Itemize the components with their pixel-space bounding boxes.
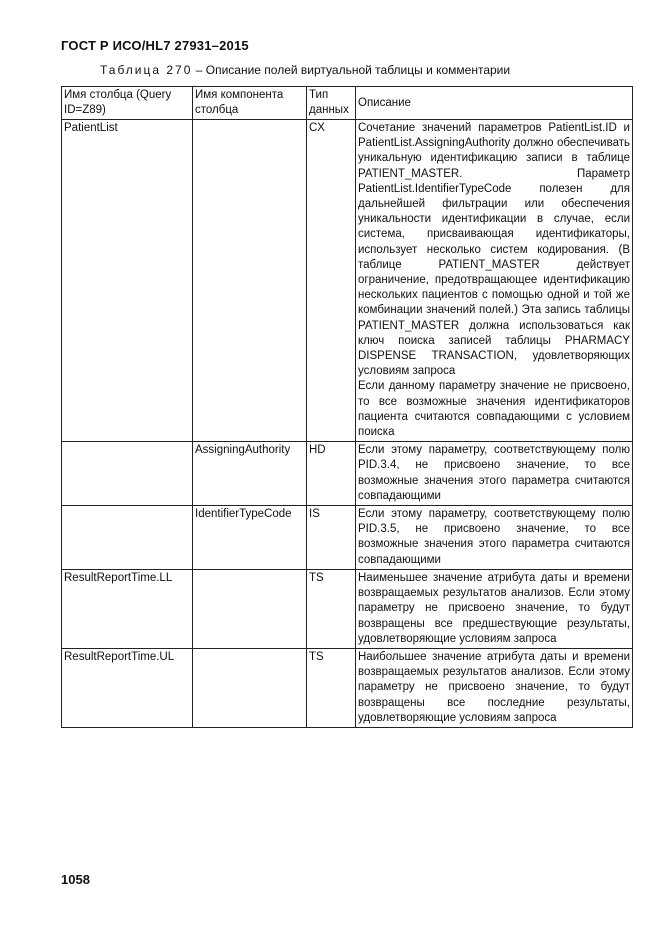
cell-column-name — [62, 506, 193, 570]
cell-component-name: AssigningAuthority — [193, 442, 307, 506]
header-column-name: Имя столбца (Query ID=Z89) — [62, 87, 193, 120]
header-description: Описание — [356, 87, 633, 120]
cell-data-type: IS — [307, 506, 356, 570]
table-row — [62, 569, 633, 648]
table-title: Описание полей виртуальной таблицы и комментарии — [205, 63, 511, 77]
cell-description — [356, 120, 633, 442]
table-row — [62, 442, 633, 506]
table-label: Таблица 270 — [100, 63, 193, 77]
description-paragraph: Сочетание значений параметров PatientList.ID и PatientList.AssigningAuthority должно обеспечивать уникальную идентификацию записи в таблице PATIENT_MASTER. Параметр PatientList.IdentifierTypeCode полезен для дальнейшей фильтрации или обеспечения уникальности идентификации в случае, если система, присваивающая идентификаторы, использует несколько систем кодирования. (В таблице PATIENT_MASTER действует ограничение, предотвращающее идентификацию нескольких пациентов с помощью одной и той же комбинации значений полей.) Эта запись таблицы PATIENT_MASTER должна использоваться как ключ поиска записей таблицы PHARMACY DISPENSE TRANSACTION, удовлетворяющих условиям запроса — [358, 122, 630, 378]
page-number: 1058 — [61, 872, 90, 887]
table-row — [62, 120, 633, 442]
cell-data-type: CX — [307, 120, 356, 442]
table-row — [62, 648, 633, 727]
cell-description: Если этому параметру, соответствующему полю PID.3.4, не присвоено значение, то все возможные значения этого параметра считаются совпадающими — [356, 442, 633, 506]
cell-column-name: ResultReportTime.LL — [62, 569, 193, 648]
cell-description: Если этому параметру, соответствующему полю PID.3.5, не присвоено значение, то все возможные значения этого параметра считаются совпадающими — [356, 506, 633, 570]
fields-table — [61, 86, 633, 728]
table-row — [62, 506, 633, 570]
cell-column-name: PatientList — [62, 120, 193, 442]
cell-component-name — [193, 648, 307, 727]
cell-component-name: IdentifierTypeCode — [193, 506, 307, 570]
cell-data-type: TS — [307, 569, 356, 648]
cell-data-type: TS — [307, 648, 356, 727]
standard-designation: ГОСТ Р ИСО/HL7 27931–2015 — [61, 38, 249, 53]
description-paragraph: Если данному параметру значение не присвоено, то все возможные значения идентификаторов пациента считаются совпадающими с условием поиска — [358, 380, 630, 439]
cell-description: Наименьшее значение атрибута даты и времени возвращаемых результатов анализов. Если этому параметру не присвоено значение, то будут возвращены все предшествующие результаты, удовлетворяющие условиям запроса — [356, 569, 633, 648]
table-caption — [100, 63, 510, 77]
cell-description: Наибольшее значение атрибута даты и времени возвращаемых результатов анализов. Если этому параметру не присвоено значение, то будут возвращены все последние результаты, удовлетворяющие условиям запроса — [356, 648, 633, 727]
table-header-row — [62, 87, 633, 120]
header-data-type: Тип данных — [307, 87, 356, 120]
table-caption-dash: – — [192, 63, 206, 77]
cell-component-name — [193, 120, 307, 442]
cell-component-name — [193, 569, 307, 648]
cell-data-type: HD — [307, 442, 356, 506]
cell-column-name — [62, 442, 193, 506]
cell-column-name: ResultReportTime.UL — [62, 648, 193, 727]
header-component-name: Имя компонента столбца — [193, 87, 307, 120]
